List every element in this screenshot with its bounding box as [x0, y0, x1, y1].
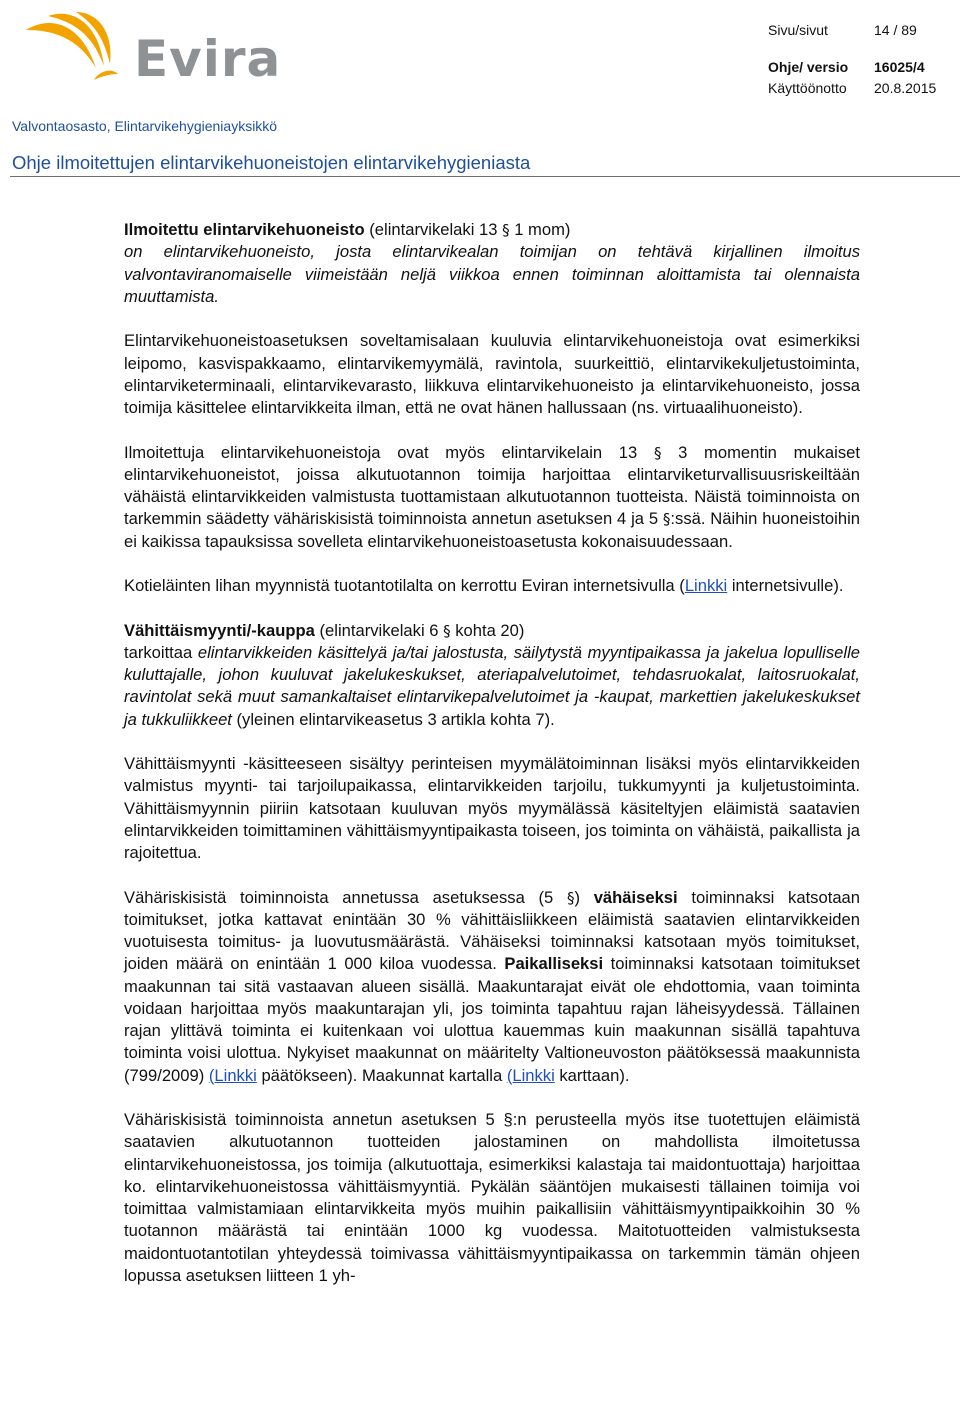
paragraph-ilmoitettu [124, 219, 860, 308]
paragraph-vahittaismyynti-definition [124, 620, 860, 731]
version-label: Ohje/ versio [768, 59, 849, 75]
ref-text: (elintarvikelaki 6 [314, 620, 444, 640]
text-run: internetsivulle). [727, 576, 844, 595]
evira-logo [18, 8, 282, 90]
link-paatokseen[interactable]: (Linkki [208, 1065, 257, 1085]
section-sign: § [653, 443, 662, 462]
text-run: Vähäriskisistä toiminnoista annetussa asetuksessa (5 [124, 887, 567, 907]
text-run: toiminnaksi katsotaan toimitukset, jotka kattavat enintään 30 % vähittäisliikkeen eläimistä saatavien elintarvikkeiden vuotuisesta toimitus- ja luovutusmäärästä. Vähäiseksi toiminnaksi katsotaan myös toimitukset, joiden määrä on enintään 1 000 kiloa vuodessa. [124, 887, 861, 974]
department: Valvontaosasto, Elintarvikehygieniayksikkö [12, 118, 278, 134]
ref-text: (elintarvikelaki 13 [364, 220, 503, 239]
section-sign: § [502, 221, 510, 239]
section-sign: § [662, 510, 671, 529]
text-run: Ilmoitettuja elintarvikehuoneistoja ovat myös elintarvikelain 13 [124, 442, 654, 462]
ref-text: 1 mom) [509, 220, 571, 239]
page-number: 14 / 89 [874, 22, 917, 38]
document-title: Ohje ilmoitettujen elintarvikehuoneistojen elintarvikehygieniasta [12, 152, 531, 173]
section-sign: § [566, 888, 575, 907]
document-body [124, 219, 860, 1309]
text-run: tarkoittaa [124, 642, 198, 662]
paragraph-kotielainten-liha [124, 575, 860, 597]
paragraph-jalostaminen: Vähäriskisistä toiminnoista annetun asetuksen 5 §:n perusteella myös itse tuotettujen eläimistä saatavien alkutuotannon tuotteiden jalostaminen on mahdollista ilmoitetussa elintarvikehuoneistossa, jos toimija (alkutuottaja, esimerkiksi kalastaja tai maidontuottaja) harjoittaa ko. elintarvikehuoneistossa vähittäismyyntiä. Pykälän sääntöjen mukaisesti tällainen toimija voi toimittaa valmistamiaan elintarvikkeita myös muihin paikallisiin vähittäismyyntipaikkoihin 30 % tuotannon määrästä tai enintään 1000 kg vuodessa. Maitotuotteiden valmistuksesta maidontuotantotilan yhteydessä toimivassa vähittäismyyntipaikassa on tarkemmin tämän ohjeen lopussa asetuksen liitteen 1 yh- [124, 1110, 860, 1285]
header-divider [10, 176, 960, 177]
link-karttaan[interactable]: (Linkki [506, 1065, 555, 1085]
paragraph-vahaiseksi [124, 887, 860, 1087]
definition-vahittaismyynti: elintarvikkeiden käsittelyä ja/tai jalostusta, säilytystä myyntipaikassa ja jakelua lopulliselle kuluttajalle, johon kuuluvat jakelukeskukset, ateriapalvelutoimet, tehdasruokalat, laitosruokalat, ravintolat sekä muut samankaltaiset elintarvikepalvelutoimet ja -kaupat, markettien jakelukeskukset ja tukkuliikkeet [124, 642, 860, 729]
text-run: 3 momentin mukaiset elintarvikehuoneistot, joissa alkutuotannon toimija harjoittaa elintarviketurvallisuusriskeiltään vähäistä elintarvikkeiden valmistusta tuottamistaan alkutuotannon tuotteista. Näistä toiminnoista on tarkemmin säädetty vähäriskisistä toiminnoista annetun asetuksen 4 ja 5 [124, 442, 860, 529]
version-value: 16025/4 [874, 59, 925, 75]
term-ilmoitettu: Ilmoitettu elintarvikehuoneisto [124, 220, 365, 239]
deploy-date: 20.8.2015 [874, 80, 937, 96]
paragraph-soveltamisala: Elintarvikehuoneistoasetuksen soveltamisalaan kuuluvia elintarvikehuoneistoja ovat esimerkiksi leipomo, kasvispakkaamo, elintarvikemyymälä, ravintola, suurkeittiö, elintarvikekuljetustoiminta, elintarviketerminaali, elintarvikevarasto, liikkuva elintarvikehuoneisto ja elintarvikehuoneisto, jossa toimija käsittelee elintarvikkeita ilman, että ne ovat hänen hallussaan (ns. virtuaalihuoneisto). [124, 331, 860, 417]
term-paikalliseksi: Paikalliseksi [504, 954, 604, 974]
term-vahaiseksi: vähäiseksi [593, 887, 678, 907]
text-run: :ssä. Näihin huoneistoihin ei kaikissa tapauksissa sovelleta elintarvikehuoneistoasetusta kokonaisuudessaan. [124, 509, 860, 551]
text-run: (yleinen elintarvikeasetus 3 artikla kohta 7). [231, 709, 555, 729]
text-run: toiminnaksi katsotaan toimitukset maakunnan tai sitä vastaavan alueen sisällä. Maakuntarajat eivät ole ehdottomia, vaan toiminta voidaan harjoittaa myös maakuntarajan yli, jos toiminta tapahtuu rajan läheisyydessä. Tällainen rajan ylittävä toiminta ei kuitenkaan voi ulottua kauemmas kuin maakunnan sisällä tapahtuva toiminta voisi ulottua. Nykyiset maakunnat on määritelty Valtioneuvoston päätöksessä maakunnista (799/2009) [124, 954, 860, 1085]
deploy-label: Käyttöönotto [768, 80, 847, 96]
section-sign: § [443, 621, 451, 640]
text-run: ) [574, 887, 594, 907]
text-run: Kotieläinten lihan myynnistä tuotantotilalta on kerrottu Eviran internetsivulla ( [124, 576, 685, 595]
term-vahittaismyynti: Vähittäismyynti/-kauppa [124, 620, 315, 640]
text-run: karttaan). [554, 1065, 630, 1085]
paragraph-vahittaismyynti-kasite: Vähittäismyynti -käsitteeseen sisältyy perinteisen myymälätoiminnan lisäksi myös elintarvikkeiden valmistus myynti- tai tarjoilupaikassa, elintarvikkeiden tarjoilu, tukkumyynti ja kuljetustoiminta. Vähittäismyynnin piiriin katsotaan kuuluvan myös myymälässä käsiteltyjen eläimistä saatavien elintarvikkeiden toimittaminen vähittäismyyntipaikasta toiseen, jos toiminta on vähäistä, paikallista ja rajoitettua. [124, 754, 860, 862]
ref-text: kohta 20) [450, 620, 525, 640]
link-internetsivu[interactable]: Linkki [684, 576, 728, 595]
text-run: päätökseen). Maakunnat kartalla [256, 1065, 507, 1085]
paragraph-alkutuotanto [124, 442, 860, 553]
page-label: Sivu/sivut [768, 22, 828, 38]
evira-wordmark: Evira [134, 30, 282, 88]
definition-ilmoitettu: on elintarvikehuoneisto, josta elintarvikealan toimijan on tehtävä kirjallinen ilmoitus valvontaviranomaiselle viimeistään neljä viikkoa ennen toiminnan aloittamista tai olennaista muuttamista. [124, 242, 860, 306]
evira-leaf-icon [18, 8, 128, 90]
